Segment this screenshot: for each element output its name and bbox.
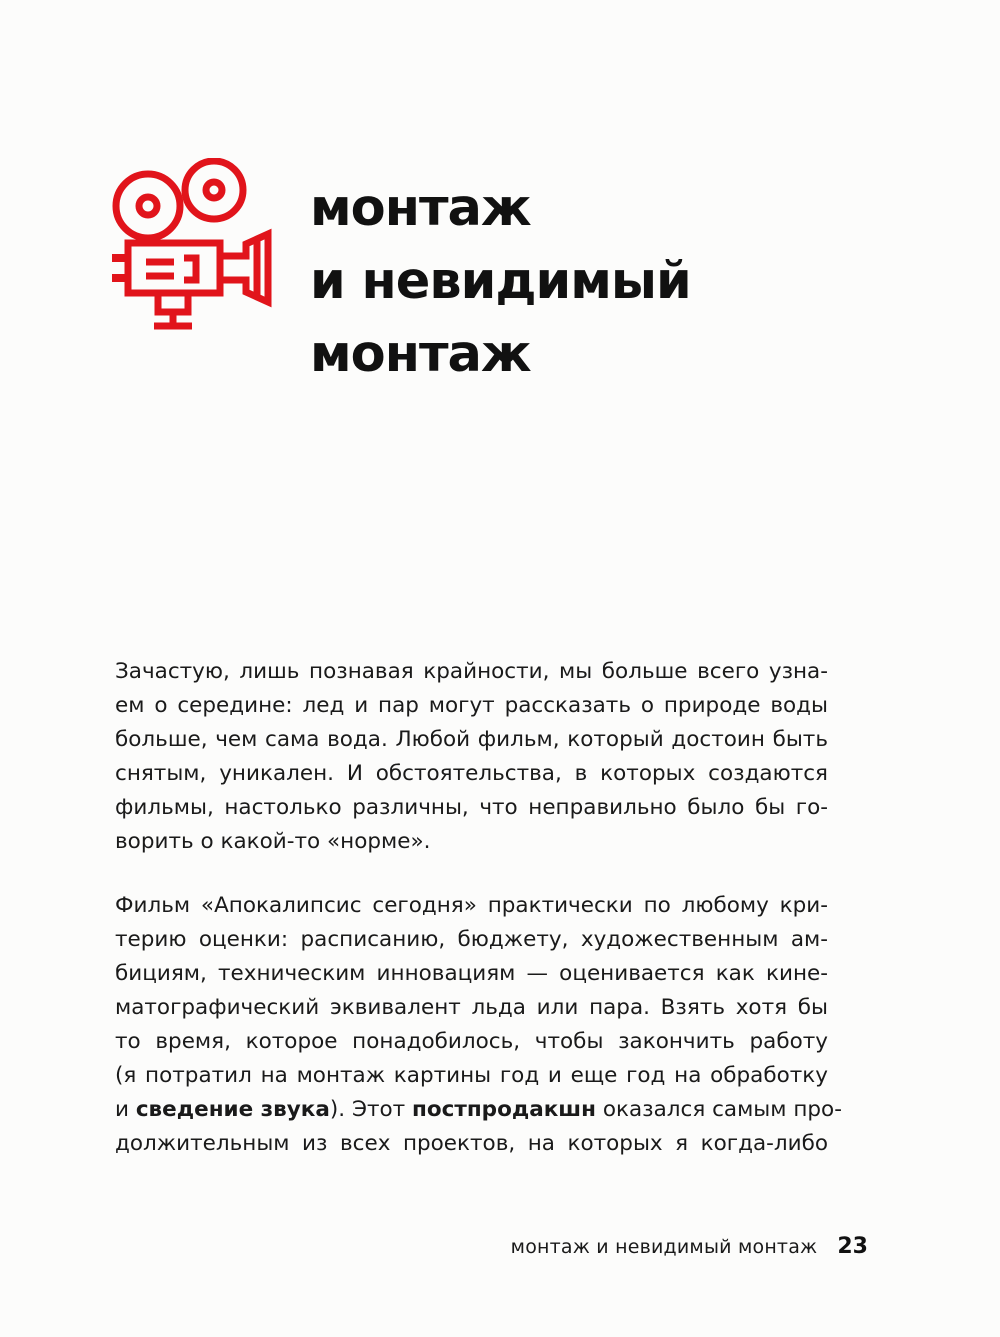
chapter-title-line: монтаж xyxy=(310,325,531,384)
text-segment: и xyxy=(115,1097,136,1122)
text-line-with-terms xyxy=(115,1093,842,1127)
text-line: фильмы, настолько различны, что неправильно было бы го- xyxy=(115,795,828,820)
paragraph-1 xyxy=(115,655,828,859)
chapter-title-line: монтаж xyxy=(310,179,531,238)
text-line: то время, которое понадобилось, чтобы закончить работу xyxy=(115,1029,828,1054)
text-line: снятым, уникален. И обстоятельства, в которых создаются xyxy=(115,761,828,786)
glossary-term: постпродакшн xyxy=(412,1097,596,1122)
body-text xyxy=(115,655,842,1161)
page-number: 23 xyxy=(837,1234,868,1259)
text-line: матографический эквивалент льда или пара. Взять хотя бы xyxy=(115,995,828,1020)
film-camera-icon xyxy=(106,158,281,333)
text-line: Фильм «Апокалипсис сегодня» практически по любому кри- xyxy=(115,893,828,918)
text-line: терию оценки: расписанию, бюджету, художественным ам- xyxy=(115,927,828,952)
text-line: ем о середине: лед и пар могут рассказать о природе воды xyxy=(115,693,828,718)
chapter-title-line: и невидимый xyxy=(310,252,691,311)
chapter-title xyxy=(310,172,691,391)
paragraph-2 xyxy=(115,889,842,1161)
text-line: бициям, техническим инновациям — оценивается как кине- xyxy=(115,961,828,986)
text-line: Зачастую, лишь познавая крайности, мы больше всего узна- xyxy=(115,659,828,684)
text-line: больше, чем сама вода. Любой фильм, который достоин быть xyxy=(115,727,828,752)
page-footer xyxy=(511,1234,868,1259)
text-line: должительным из всех проектов, на которых я когда-либо xyxy=(115,1131,828,1156)
text-line: (я потратил на монтаж картины год и еще год на обработку xyxy=(115,1063,828,1088)
glossary-term: сведение звука xyxy=(135,1097,330,1122)
text-segment: ). Этот xyxy=(329,1097,412,1122)
running-head: монтаж и невидимый монтаж xyxy=(510,1236,818,1258)
text-line: ворить о какой-то «норме». xyxy=(115,829,431,854)
paragraph-gap xyxy=(115,859,828,889)
text-segment: оказался самым про- xyxy=(596,1097,842,1122)
